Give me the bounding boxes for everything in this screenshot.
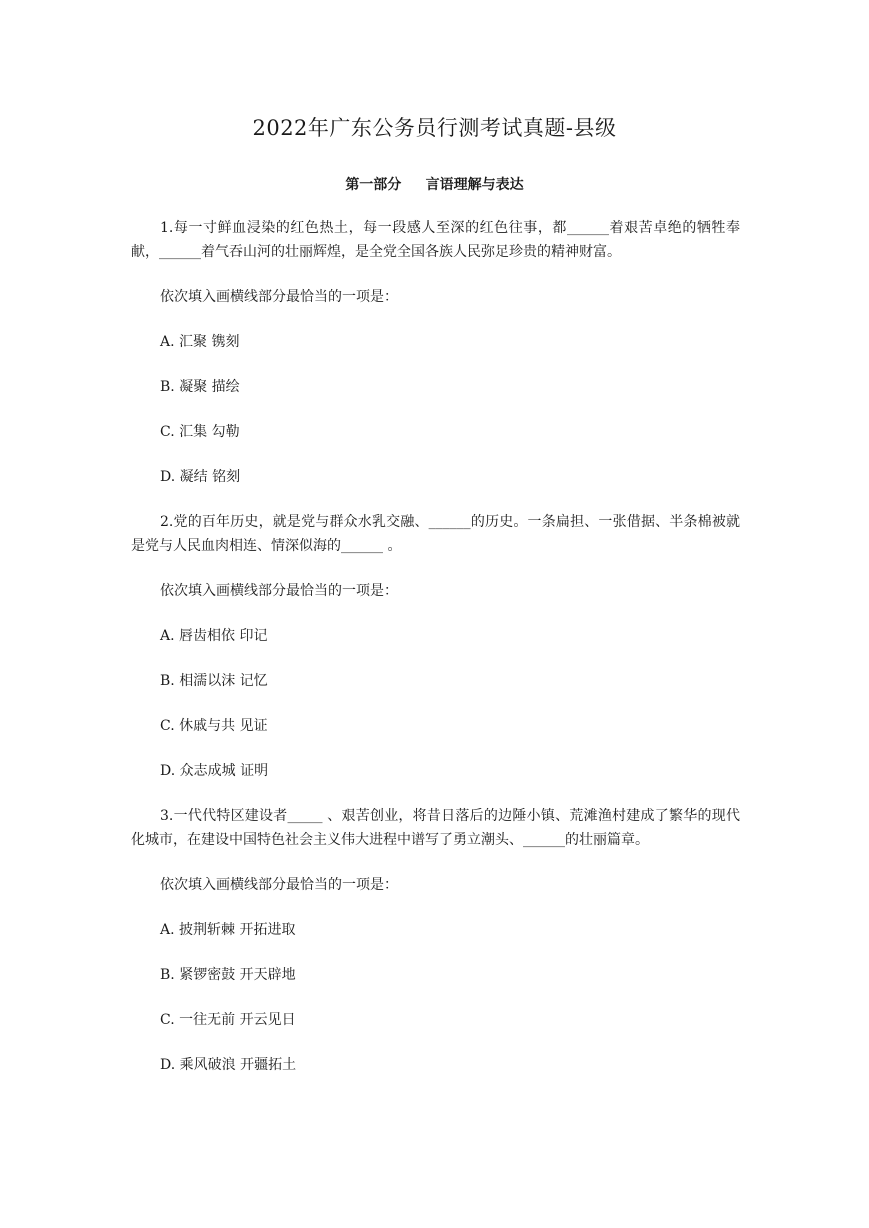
question-prompt: 依次填入画横线部分最恰当的一项是： xyxy=(160,877,398,893)
option-b: B. 凝聚 描绘 xyxy=(160,379,240,395)
option-c: C. 汇集 勾勒 xyxy=(160,424,240,440)
question-prompt: 依次填入画横线部分最恰当的一项是： xyxy=(160,583,398,599)
question-prompt: 依次填入画横线部分最恰当的一项是： xyxy=(160,289,398,305)
question-stem: 1.每一寸鲜血浸染的红色热土，每一段感人至深的红色往事，都______着艰苦卓绝的牺牲奉献，______着气吞山河的壮丽辉煌，是全党全国各族人民弥足珍贵的精神财富。 xyxy=(131,220,740,260)
option-c: C. 一往无前 开云见日 xyxy=(160,1012,296,1028)
option-a: A. 汇聚 镌刻 xyxy=(160,334,240,350)
option-d: D. 众志成城 证明 xyxy=(160,763,269,779)
option-b: B. 紧锣密鼓 开天辟地 xyxy=(160,967,296,983)
question-stem: 2.党的百年历史，就是党与群众水乳交融、______的历史。一条扁担、一张借据、半条棉被就是党与人民血肉相连、情深似海的______ 。 xyxy=(131,514,740,554)
option-d: D. 乘风破浪 开疆拓土 xyxy=(160,1057,297,1073)
document-title: 2022年广东公务员行测考试真题-县级 xyxy=(252,116,617,140)
question-stem: 3.一代代特区建设者_____ 、艰苦创业，将昔日落后的边陲小镇、荒滩渔村建成了繁华的现代化城市，在建设中国特色社会主义伟大进程中谱写了勇立潮头、______的壮丽篇章。 xyxy=(131,808,740,848)
question-3 xyxy=(131,804,740,1077)
section-heading: 第一部分 言语理解与表达 xyxy=(345,177,524,193)
option-c: C. 休戚与共 见证 xyxy=(160,718,268,734)
option-b: B. 相濡以沫 记忆 xyxy=(160,673,268,689)
question-list xyxy=(131,216,740,1077)
question-1 xyxy=(131,216,740,489)
option-a: A. 唇齿相依 印记 xyxy=(160,628,268,644)
option-a: A. 披荆斩棘 开拓进取 xyxy=(160,922,296,938)
option-d: D. 凝结 铭刻 xyxy=(160,469,241,485)
question-2 xyxy=(131,510,740,783)
